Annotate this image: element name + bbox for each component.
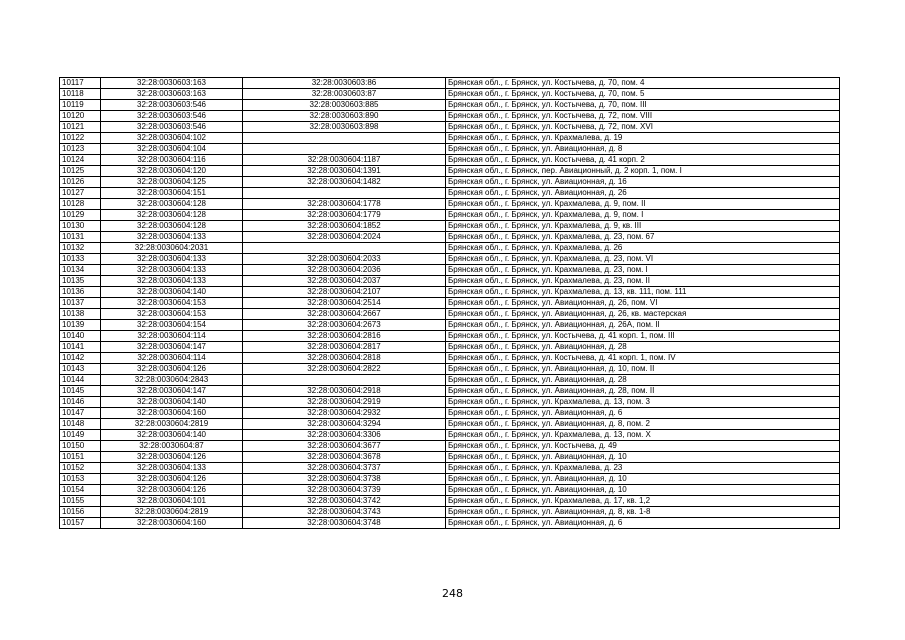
cadastral-number-cell: 32:28:0030604:3738: [243, 474, 446, 485]
parent-cadastral-number-cell: 32:28:0030604:160: [101, 408, 243, 419]
row-number-cell: 10152: [60, 463, 101, 474]
table-row: [60, 320, 840, 331]
row-number-cell: 10150: [60, 441, 101, 452]
cadastral-number-cell: 32:28:0030604:3737: [243, 463, 446, 474]
table-body: [60, 78, 840, 529]
table-row: [60, 430, 840, 441]
parent-cadastral-number-cell: 32:28:0030604:154: [101, 320, 243, 331]
row-number-cell: 10154: [60, 485, 101, 496]
table-row: [60, 463, 840, 474]
address-cell: Брянская обл., г. Брянск, ул. Крахмалева, д. 26: [446, 243, 840, 254]
cadastral-registry-table: [59, 77, 840, 529]
table-row: [60, 210, 840, 221]
parent-cadastral-number-cell: 32:28:0030604:2031: [101, 243, 243, 254]
table-row: [60, 386, 840, 397]
parent-cadastral-number-cell: 32:28:0030604:147: [101, 342, 243, 353]
parent-cadastral-number-cell: 32:28:0030604:140: [101, 430, 243, 441]
table-row: [60, 155, 840, 166]
cadastral-number-cell: 32:28:0030604:1391: [243, 166, 446, 177]
table-row: [60, 397, 840, 408]
row-number-cell: 10131: [60, 232, 101, 243]
row-number-cell: 10141: [60, 342, 101, 353]
cadastral-number-cell: 32:28:0030604:2107: [243, 287, 446, 298]
table-row: [60, 254, 840, 265]
cadastral-number-cell: 32:28:0030604:2817: [243, 342, 446, 353]
parent-cadastral-number-cell: 32:28:0030604:126: [101, 474, 243, 485]
row-number-cell: 10126: [60, 177, 101, 188]
address-cell: Брянская обл., г. Брянск, ул. Крахмалева, д. 9, кв. III: [446, 221, 840, 232]
address-cell: Брянская обл., г. Брянск, ул. Авиационная, д. 10: [446, 474, 840, 485]
cadastral-number-cell: 32:28:0030603:87: [243, 89, 446, 100]
cadastral-number-cell: [243, 375, 446, 386]
row-number-cell: 10124: [60, 155, 101, 166]
row-number-cell: 10130: [60, 221, 101, 232]
cadastral-number-cell: 32:28:0030604:1187: [243, 155, 446, 166]
row-number-cell: 10142: [60, 353, 101, 364]
row-number-cell: 10148: [60, 419, 101, 430]
parent-cadastral-number-cell: 32:28:0030604:126: [101, 364, 243, 375]
address-cell: Брянская обл., г. Брянск, ул. Крахмалева, д. 17, кв. 1,2: [446, 496, 840, 507]
address-cell: Брянская обл., г. Брянск, ул. Костычева, д. 41 корп. 1, пом. IV: [446, 353, 840, 364]
parent-cadastral-number-cell: 32:28:0030604:126: [101, 452, 243, 463]
cadastral-number-cell: 32:28:0030604:2667: [243, 309, 446, 320]
address-cell: Брянская обл., г. Брянск, ул. Авиационная, д. 8: [446, 144, 840, 155]
table-row: [60, 375, 840, 386]
cadastral-number-cell: 32:28:0030604:3742: [243, 496, 446, 507]
cadastral-number-cell: 32:28:0030604:3294: [243, 419, 446, 430]
parent-cadastral-number-cell: 32:28:0030604:102: [101, 133, 243, 144]
row-number-cell: 10122: [60, 133, 101, 144]
cadastral-number-cell: [243, 188, 446, 199]
page-number: 248: [442, 587, 463, 600]
row-number-cell: 10127: [60, 188, 101, 199]
cadastral-number-cell: [243, 243, 446, 254]
table-row: [60, 309, 840, 320]
parent-cadastral-number-cell: 32:28:0030604:114: [101, 331, 243, 342]
cadastral-number-cell: 32:28:0030604:3748: [243, 518, 446, 529]
row-number-cell: 10155: [60, 496, 101, 507]
table-row: [60, 452, 840, 463]
table-row: [60, 199, 840, 210]
parent-cadastral-number-cell: 32:28:0030603:546: [101, 100, 243, 111]
address-cell: Брянская обл., г. Брянск, ул. Авиационная, д. 6: [446, 518, 840, 529]
row-number-cell: 10125: [60, 166, 101, 177]
row-number-cell: 10145: [60, 386, 101, 397]
cadastral-number-cell: 32:28:0030604:2822: [243, 364, 446, 375]
cadastral-number-cell: 32:28:0030603:898: [243, 122, 446, 133]
address-cell: Брянская обл., г. Брянск, ул. Крахмалева, д. 9, пом. I: [446, 210, 840, 221]
cadastral-number-cell: 32:28:0030604:1779: [243, 210, 446, 221]
address-cell: Брянская обл., г. Брянск, ул. Авиационная, д. 10: [446, 485, 840, 496]
parent-cadastral-number-cell: 32:28:0030604:133: [101, 276, 243, 287]
parent-cadastral-number-cell: 32:28:0030604:120: [101, 166, 243, 177]
address-cell: Брянская обл., г. Брянск, ул. Авиационная, д. 26, пом. VI: [446, 298, 840, 309]
address-cell: Брянская обл., г. Брянск, ул. Авиационная, д. 28, пом. II: [446, 386, 840, 397]
address-cell: Брянская обл., г. Брянск, ул. Авиационная, д. 10: [446, 452, 840, 463]
table-row: [60, 265, 840, 276]
table-row: [60, 485, 840, 496]
parent-cadastral-number-cell: 32:28:0030604:153: [101, 298, 243, 309]
cadastral-number-cell: 32:28:0030604:3678: [243, 452, 446, 463]
cadastral-number-cell: 32:28:0030604:2919: [243, 397, 446, 408]
parent-cadastral-number-cell: 32:28:0030604:104: [101, 144, 243, 155]
parent-cadastral-number-cell: 32:28:0030604:133: [101, 463, 243, 474]
parent-cadastral-number-cell: 32:28:0030604:133: [101, 232, 243, 243]
table-row: [60, 276, 840, 287]
row-number-cell: 10138: [60, 309, 101, 320]
cadastral-number-cell: 32:28:0030604:2514: [243, 298, 446, 309]
parent-cadastral-number-cell: 32:28:0030604:87: [101, 441, 243, 452]
cadastral-number-cell: 32:28:0030604:1778: [243, 199, 446, 210]
address-cell: Брянская обл., г. Брянск, ул. Костычева, д. 70, пом. 4: [446, 78, 840, 89]
parent-cadastral-number-cell: 32:28:0030604:133: [101, 265, 243, 276]
table-row: [60, 331, 840, 342]
row-number-cell: 10132: [60, 243, 101, 254]
table-row: [60, 287, 840, 298]
parent-cadastral-number-cell: 32:28:0030604:153: [101, 309, 243, 320]
parent-cadastral-number-cell: 32:28:0030604:101: [101, 496, 243, 507]
parent-cadastral-number-cell: 32:28:0030604:128: [101, 199, 243, 210]
table-row: [60, 496, 840, 507]
address-cell: Брянская обл., г. Брянск, ул. Крахмалева, д. 13, пом. X: [446, 430, 840, 441]
table-row: [60, 177, 840, 188]
table-row: [60, 122, 840, 133]
address-cell: Брянская обл., г. Брянск, ул. Крахмалева, д. 9, пом. II: [446, 199, 840, 210]
address-cell: Брянская обл., г. Брянск, ул. Крахмалева, д. 23, пом. II: [446, 276, 840, 287]
table-row: [60, 518, 840, 529]
row-number-cell: 10157: [60, 518, 101, 529]
row-number-cell: 10153: [60, 474, 101, 485]
row-number-cell: 10143: [60, 364, 101, 375]
cadastral-number-cell: 32:28:0030604:2033: [243, 254, 446, 265]
parent-cadastral-number-cell: 32:28:0030604:147: [101, 386, 243, 397]
table-row: [60, 133, 840, 144]
table-row: [60, 144, 840, 155]
row-number-cell: 10133: [60, 254, 101, 265]
cadastral-number-cell: 32:28:0030603:885: [243, 100, 446, 111]
row-number-cell: 10137: [60, 298, 101, 309]
address-cell: Брянская обл., г. Брянск, ул. Костычева, д. 41 корп. 1, пом. III: [446, 331, 840, 342]
cadastral-number-cell: 32:28:0030604:2036: [243, 265, 446, 276]
row-number-cell: 10140: [60, 331, 101, 342]
row-number-cell: 10151: [60, 452, 101, 463]
parent-cadastral-number-cell: 32:28:0030604:125: [101, 177, 243, 188]
row-number-cell: 10146: [60, 397, 101, 408]
table-row: [60, 243, 840, 254]
cadastral-number-cell: 32:28:0030604:3306: [243, 430, 446, 441]
table-row: [60, 78, 840, 89]
row-number-cell: 10156: [60, 507, 101, 518]
table-row: [60, 364, 840, 375]
table-row: [60, 89, 840, 100]
address-cell: Брянская обл., г. Брянск, ул. Костычева, д. 70, пом. III: [446, 100, 840, 111]
cadastral-number-cell: 32:28:0030604:2816: [243, 331, 446, 342]
parent-cadastral-number-cell: 32:28:0030604:2819: [101, 419, 243, 430]
address-cell: Брянская обл., г. Брянск, ул. Авиационная, д. 26А, пом. II: [446, 320, 840, 331]
row-number-cell: 10121: [60, 122, 101, 133]
table-row: [60, 298, 840, 309]
row-number-cell: 10134: [60, 265, 101, 276]
parent-cadastral-number-cell: 32:28:0030604:140: [101, 397, 243, 408]
cadastral-number-cell: 32:28:0030604:2818: [243, 353, 446, 364]
table-row: [60, 507, 840, 518]
parent-cadastral-number-cell: 32:28:0030604:151: [101, 188, 243, 199]
parent-cadastral-number-cell: 32:28:0030603:546: [101, 111, 243, 122]
parent-cadastral-number-cell: 32:28:0030604:116: [101, 155, 243, 166]
table-row: [60, 419, 840, 430]
cadastral-number-cell: 32:28:0030604:1482: [243, 177, 446, 188]
parent-cadastral-number-cell: 32:28:0030604:2843: [101, 375, 243, 386]
row-number-cell: 10144: [60, 375, 101, 386]
address-cell: Брянская обл., г. Брянск, ул. Крахмалева, д. 13, кв. 111, пом. 111: [446, 287, 840, 298]
parent-cadastral-number-cell: 32:28:0030604:128: [101, 221, 243, 232]
address-cell: Брянская обл., г. Брянск, ул. Костычева, д. 70, пом. 5: [446, 89, 840, 100]
row-number-cell: 10120: [60, 111, 101, 122]
row-number-cell: 10149: [60, 430, 101, 441]
row-number-cell: 10128: [60, 199, 101, 210]
cadastral-number-cell: 32:28:0030604:3739: [243, 485, 446, 496]
parent-cadastral-number-cell: 32:28:0030603:546: [101, 122, 243, 133]
row-number-cell: 10119: [60, 100, 101, 111]
table-row: [60, 232, 840, 243]
address-cell: Брянская обл., г. Брянск, ул. Крахмалева, д. 23, пом. 67: [446, 232, 840, 243]
address-cell: Брянская обл., г. Брянск, ул. Крахмалева, д. 13, пом. 3: [446, 397, 840, 408]
table-row: [60, 188, 840, 199]
address-cell: Брянская обл., г. Брянск, ул. Авиационная, д. 16: [446, 177, 840, 188]
address-cell: Брянская обл., г. Брянск, ул. Костычева, д. 41 корп. 2: [446, 155, 840, 166]
cadastral-number-cell: 32:28:0030604:2024: [243, 232, 446, 243]
table-row: [60, 353, 840, 364]
address-cell: Брянская обл., г. Брянск, ул. Крахмалева, д. 23, пом. VI: [446, 254, 840, 265]
table-row: [60, 111, 840, 122]
row-number-cell: 10117: [60, 78, 101, 89]
address-cell: Брянская обл., г. Брянск, ул. Костычева, д. 72, пом. VIII: [446, 111, 840, 122]
parent-cadastral-number-cell: 32:28:0030604:114: [101, 353, 243, 364]
cadastral-number-cell: 32:28:0030604:2918: [243, 386, 446, 397]
address-cell: Брянская обл., г. Брянск, ул. Авиационная, д. 26, кв. мастерская: [446, 309, 840, 320]
cadastral-number-cell: [243, 133, 446, 144]
address-cell: Брянская обл., г. Брянск, ул. Авиационная, д. 10, пом. II: [446, 364, 840, 375]
table-row: [60, 408, 840, 419]
cadastral-number-cell: 32:28:0030604:3677: [243, 441, 446, 452]
address-cell: Брянская обл., г. Брянск, пер. Авиационный, д. 2 корп. 1, пом. I: [446, 166, 840, 177]
cadastral-number-cell: 32:28:0030603:890: [243, 111, 446, 122]
cadastral-number-cell: 32:28:0030604:2673: [243, 320, 446, 331]
row-number-cell: 10147: [60, 408, 101, 419]
parent-cadastral-number-cell: 32:28:0030604:128: [101, 210, 243, 221]
parent-cadastral-number-cell: 32:28:0030603:163: [101, 89, 243, 100]
row-number-cell: 10136: [60, 287, 101, 298]
address-cell: Брянская обл., г. Брянск, ул. Авиационная, д. 8, пом. 2: [446, 419, 840, 430]
cadastral-number-cell: 32:28:0030604:2932: [243, 408, 446, 419]
parent-cadastral-number-cell: 32:28:0030604:160: [101, 518, 243, 529]
row-number-cell: 10135: [60, 276, 101, 287]
address-cell: Брянская обл., г. Брянск, ул. Крахмалева, д. 23: [446, 463, 840, 474]
cadastral-number-cell: 32:28:0030604:3743: [243, 507, 446, 518]
address-cell: Брянская обл., г. Брянск, ул. Авиационная, д. 28: [446, 375, 840, 386]
table-row: [60, 166, 840, 177]
address-cell: Брянская обл., г. Брянск, ул. Авиационная, д. 28: [446, 342, 840, 353]
address-cell: Брянская обл., г. Брянск, ул. Авиационная, д. 6: [446, 408, 840, 419]
row-number-cell: 10129: [60, 210, 101, 221]
address-cell: Брянская обл., г. Брянск, ул. Крахмалева, д. 19: [446, 133, 840, 144]
table-row: [60, 342, 840, 353]
parent-cadastral-number-cell: 32:28:0030604:140: [101, 287, 243, 298]
parent-cadastral-number-cell: 32:28:0030604:2819: [101, 507, 243, 518]
parent-cadastral-number-cell: 32:28:0030604:133: [101, 254, 243, 265]
address-cell: Брянская обл., г. Брянск, ул. Авиационная, д. 26: [446, 188, 840, 199]
row-number-cell: 10118: [60, 89, 101, 100]
cadastral-number-cell: 32:28:0030604:2037: [243, 276, 446, 287]
address-cell: Брянская обл., г. Брянск, ул. Авиационная, д. 8, кв. 1-8: [446, 507, 840, 518]
row-number-cell: 10123: [60, 144, 101, 155]
table-row: [60, 100, 840, 111]
address-cell: Брянская обл., г. Брянск, ул. Крахмалева, д. 23, пом. I: [446, 265, 840, 276]
table-row: [60, 221, 840, 232]
parent-cadastral-number-cell: 32:28:0030604:126: [101, 485, 243, 496]
cadastral-number-cell: 32:28:0030603:86: [243, 78, 446, 89]
address-cell: Брянская обл., г. Брянск, ул. Костычева, д. 72, пом. XVI: [446, 122, 840, 133]
cadastral-number-cell: 32:28:0030604:1852: [243, 221, 446, 232]
table-row: [60, 474, 840, 485]
cadastral-number-cell: [243, 144, 446, 155]
row-number-cell: 10139: [60, 320, 101, 331]
address-cell: Брянская обл., г. Брянск, ул. Костычева, д. 49: [446, 441, 840, 452]
parent-cadastral-number-cell: 32:28:0030603:163: [101, 78, 243, 89]
table-row: [60, 441, 840, 452]
